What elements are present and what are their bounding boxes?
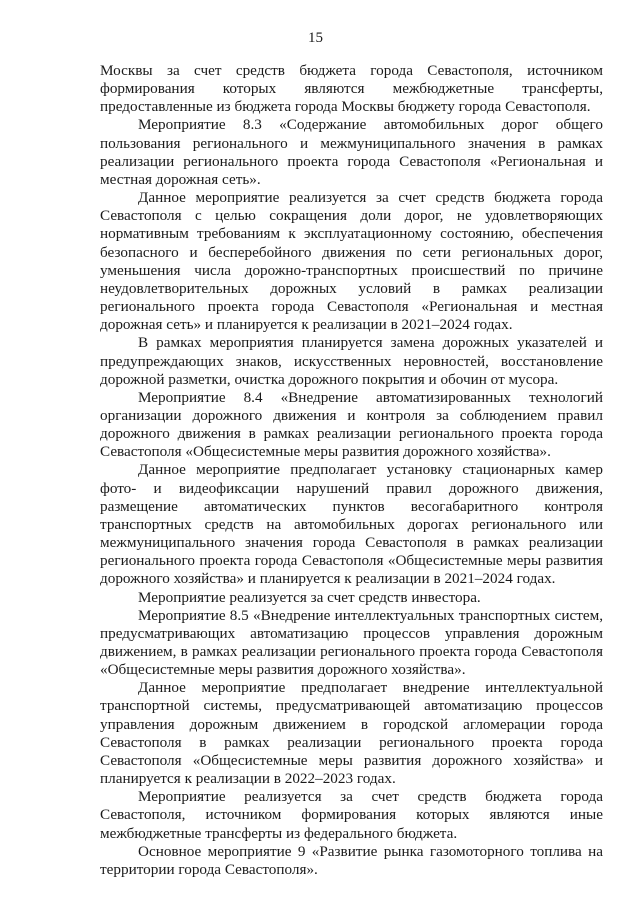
paragraph-main-measure-9: Основное мероприятие 9 «Развитие рынка газомоторного топлива на территории города Севастополя».: [100, 842, 603, 878]
paragraph-measure-8-4: Мероприятие 8.4 «Внедрение автоматизированных технологий организации дорожного движения и контроля за соблюдением правил дорожного движения в рамках реализации регионального проекта города Севастополя «Общесистемные меры развития дорожного хозяйства».: [100, 388, 603, 461]
paragraph-measure-8-3-scope: В рамках мероприятия планируется замена дорожных указателей и предупреждающих знаков, искусственных неровностей, восстановление дорожной разметки, очистка дорожного покрытия и обочин от мусора.: [100, 334, 603, 388]
paragraph-measure-8-4-description: Данное мероприятие предполагает установку стационарных камер фото- и видеофиксации нарушений правил дорожного движения, размещение автоматических пунктов весогабаритного контроля транспортных средств на автомобильных дорогах регионального или межмуниципального значения города Севастополя в рамках реализации регионального проекта города Севастополя «Общесистемные меры развития дорожного хозяйства» и планируется к реализации в 2021–2024 годах.: [100, 461, 603, 588]
paragraph-measure-8-3-description: Данное мероприятие реализуется за счет средств бюджета города Севастополя с целью сокращения доли дорог, не удовлетворяющих нормативным требованиям к эксплуатационному состоянию, обеспечения безопасного и бесперебойного движения по сети региональных дорог, уменьшения числа дорожно-транспортных происшествий по причине неудовлетворительных дорожных условий в рамках реализации регионального проекта города Севастополя «Региональная и местная дорожная сеть» и планируется к реализации в 2021–2024 годах.: [100, 189, 603, 334]
paragraph-measure-8-4-funding: Мероприятие реализуется за счет средств инвестора.: [138, 588, 481, 606]
paragraph-measure-8-3: Мероприятие 8.3 «Содержание автомобильных дорог общего пользования регионального и межмуниципального значения в рамках реализации регионального проекта города Севастополя «Региональная и местная дорожная сеть».: [100, 116, 603, 188]
paragraph-measure-8-5-funding: Мероприятие реализуется за счет средств бюджета города Севастополя, источником формирования которых являются иные межбюджетные трансферты из федерального бюджета.: [100, 788, 603, 842]
page-number: 15: [308, 30, 323, 46]
paragraph-continuation: Москвы за счет средств бюджета города Севастополя, источником формирования которых являются межбюджетные трансферты, предоставленные из бюджета города Москвы бюджету города Севастополя.: [100, 62, 603, 116]
paragraph-measure-8-5-description: Данное мероприятие предполагает внедрение интеллектуальной транспортной системы, предусматривающей автоматизацию процессов управления дорожным движением в городской агломерации города Севастополя в рамках реализации регионального проекта города Севастополя «Общесистемные меры развития дорожного хозяйства» и планируется к реализации в 2022–2023 годах.: [100, 679, 603, 788]
document-body: [100, 62, 603, 879]
paragraph-measure-8-5: Мероприятие 8.5 «Внедрение интеллектуальных транспортных систем, предусматривающих автоматизацию процессов управления дорожным движением, в рамках реализации регионального проекта города Севастополя «Общесистемные меры развития дорожного хозяйства».: [100, 606, 603, 679]
